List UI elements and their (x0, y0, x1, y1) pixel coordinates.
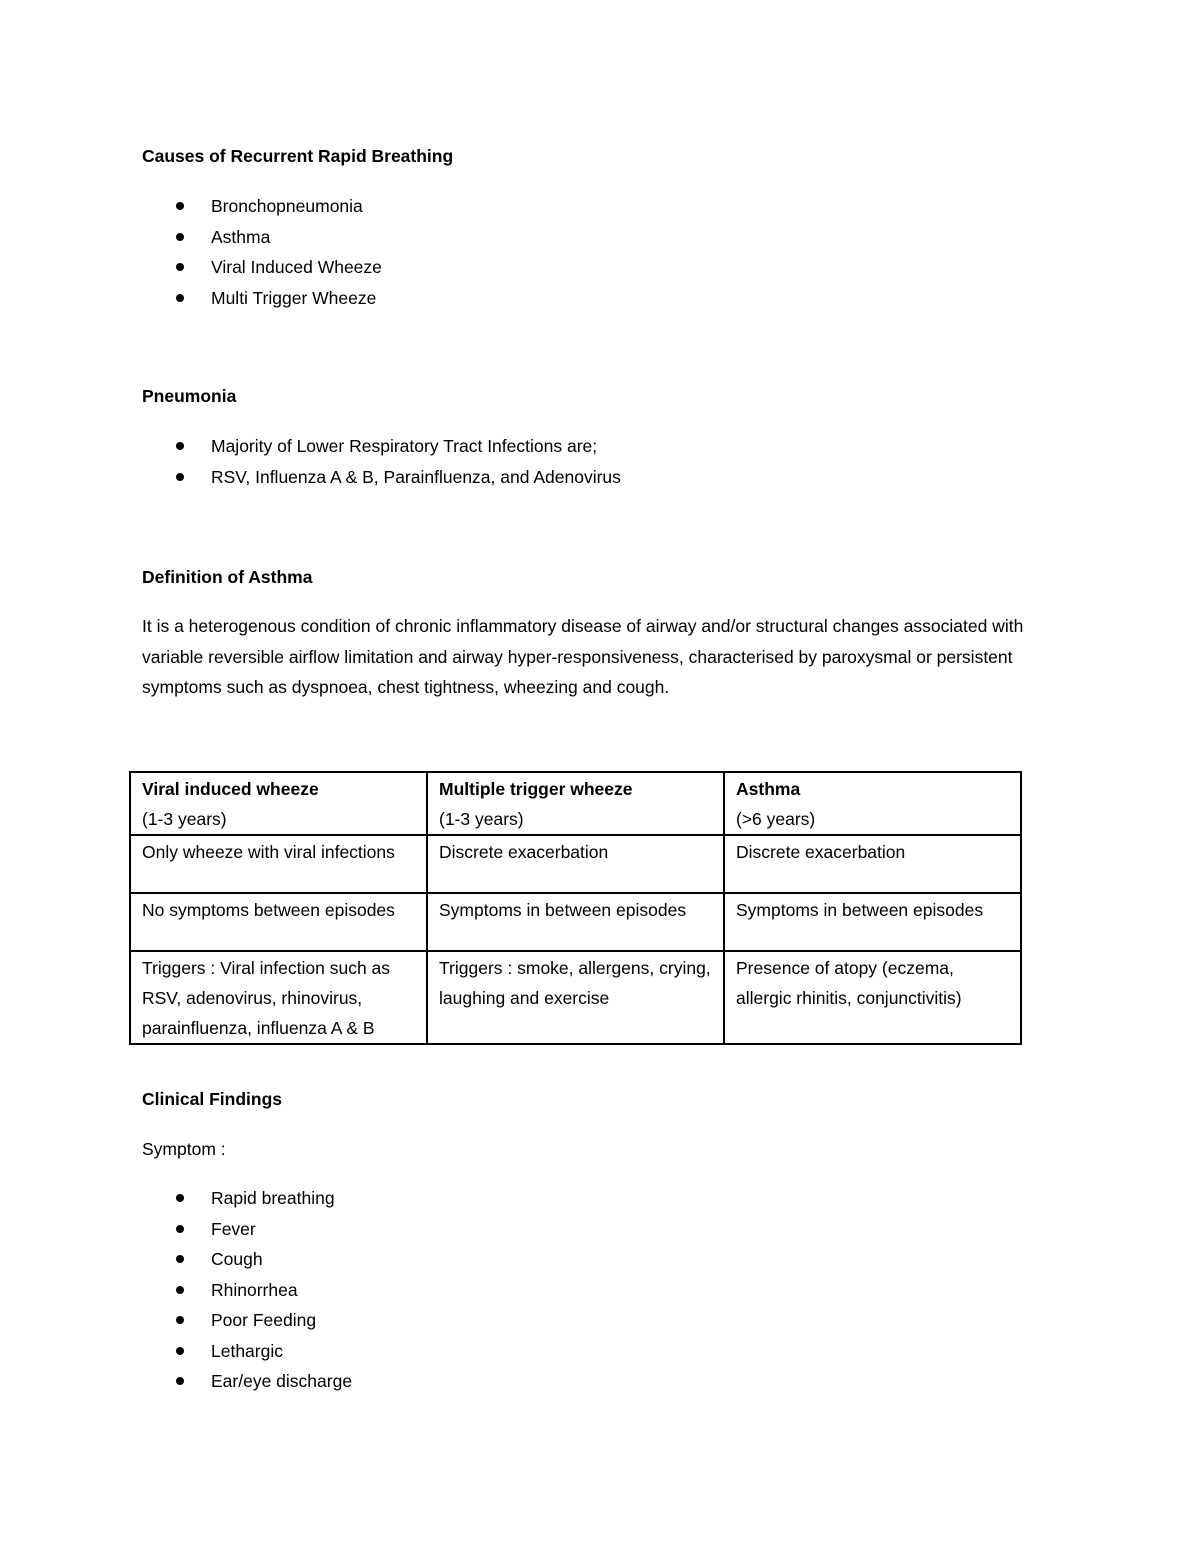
definition-heading: Definition of Asthma (142, 567, 313, 587)
symptom-list (142, 1183, 1060, 1397)
table-row (130, 893, 1021, 951)
column-title: Viral induced wheeze (142, 779, 319, 799)
pneumonia-section (142, 381, 1060, 492)
list-item: Majority of Lower Respiratory Tract Infections are; (142, 431, 1060, 462)
causes-list (142, 191, 1060, 313)
causes-heading: Causes of Recurrent Rapid Breathing (142, 146, 454, 166)
list-item: Bronchopneumonia (142, 191, 1060, 222)
table-header-cell (724, 772, 1021, 835)
table-cell: Only wheeze with viral infections (130, 835, 427, 893)
column-title: Asthma (736, 779, 801, 799)
list-item: Ear/eye discharge (142, 1366, 1060, 1397)
column-title: Multiple trigger wheeze (439, 779, 633, 799)
list-item: Rapid breathing (142, 1183, 1060, 1214)
table-header-row (130, 772, 1021, 835)
table-cell: Symptoms in between episodes (427, 893, 724, 951)
table-row (130, 951, 1021, 1044)
list-item: Poor Feeding (142, 1305, 1060, 1336)
pneumonia-list (142, 431, 1060, 492)
column-subtitle: (1-3 years) (439, 809, 524, 829)
table-cell: Discrete exacerbation (427, 835, 724, 893)
table-cell: No symptoms between episodes (130, 893, 427, 951)
list-item: Multi Trigger Wheeze (142, 283, 1060, 314)
causes-section (142, 141, 1060, 313)
pneumonia-heading: Pneumonia (142, 386, 237, 406)
table-cell: Triggers : smoke, allergens, crying, laughing and exercise (427, 951, 724, 1044)
table-header-cell (130, 772, 427, 835)
clinical-heading: Clinical Findings (142, 1089, 283, 1109)
column-subtitle: (>6 years) (736, 809, 816, 829)
list-item: Viral Induced Wheeze (142, 252, 1060, 283)
list-item: Asthma (142, 222, 1060, 253)
list-item: RSV, Influenza A & B, Parainfluenza, and Adenovirus (142, 462, 1060, 493)
table-header-cell (427, 772, 724, 835)
definition-text: It is a heterogenous condition of chronic inflammatory disease of airway and/or structural changes associated with variable reversible airflow limitation and airway hyper-responsiveness, characterised by paroxysmal or persistent symptoms such as dyspnoea, chest tightness, wheezing and cough. (142, 616, 1024, 697)
list-item: Cough (142, 1244, 1060, 1275)
definition-section (142, 562, 1060, 703)
table-cell: Symptoms in between episodes (724, 893, 1021, 951)
list-item: Fever (142, 1214, 1060, 1245)
table-row (130, 835, 1021, 893)
list-item: Lethargic (142, 1336, 1060, 1367)
symptom-label: Symptom : (142, 1139, 226, 1159)
column-subtitle: (1-3 years) (142, 809, 227, 829)
wheeze-comparison-table (129, 771, 1022, 1045)
clinical-section (142, 1084, 1060, 1397)
table-cell: Triggers : Viral infection such as RSV, adenovirus, rhinovirus, parainfluenza, influenza A & B (130, 951, 427, 1044)
table-cell: Presence of atopy (eczema, allergic rhinitis, conjunctivitis) (724, 951, 1021, 1044)
list-item: Rhinorrhea (142, 1275, 1060, 1306)
table-cell: Discrete exacerbation (724, 835, 1021, 893)
